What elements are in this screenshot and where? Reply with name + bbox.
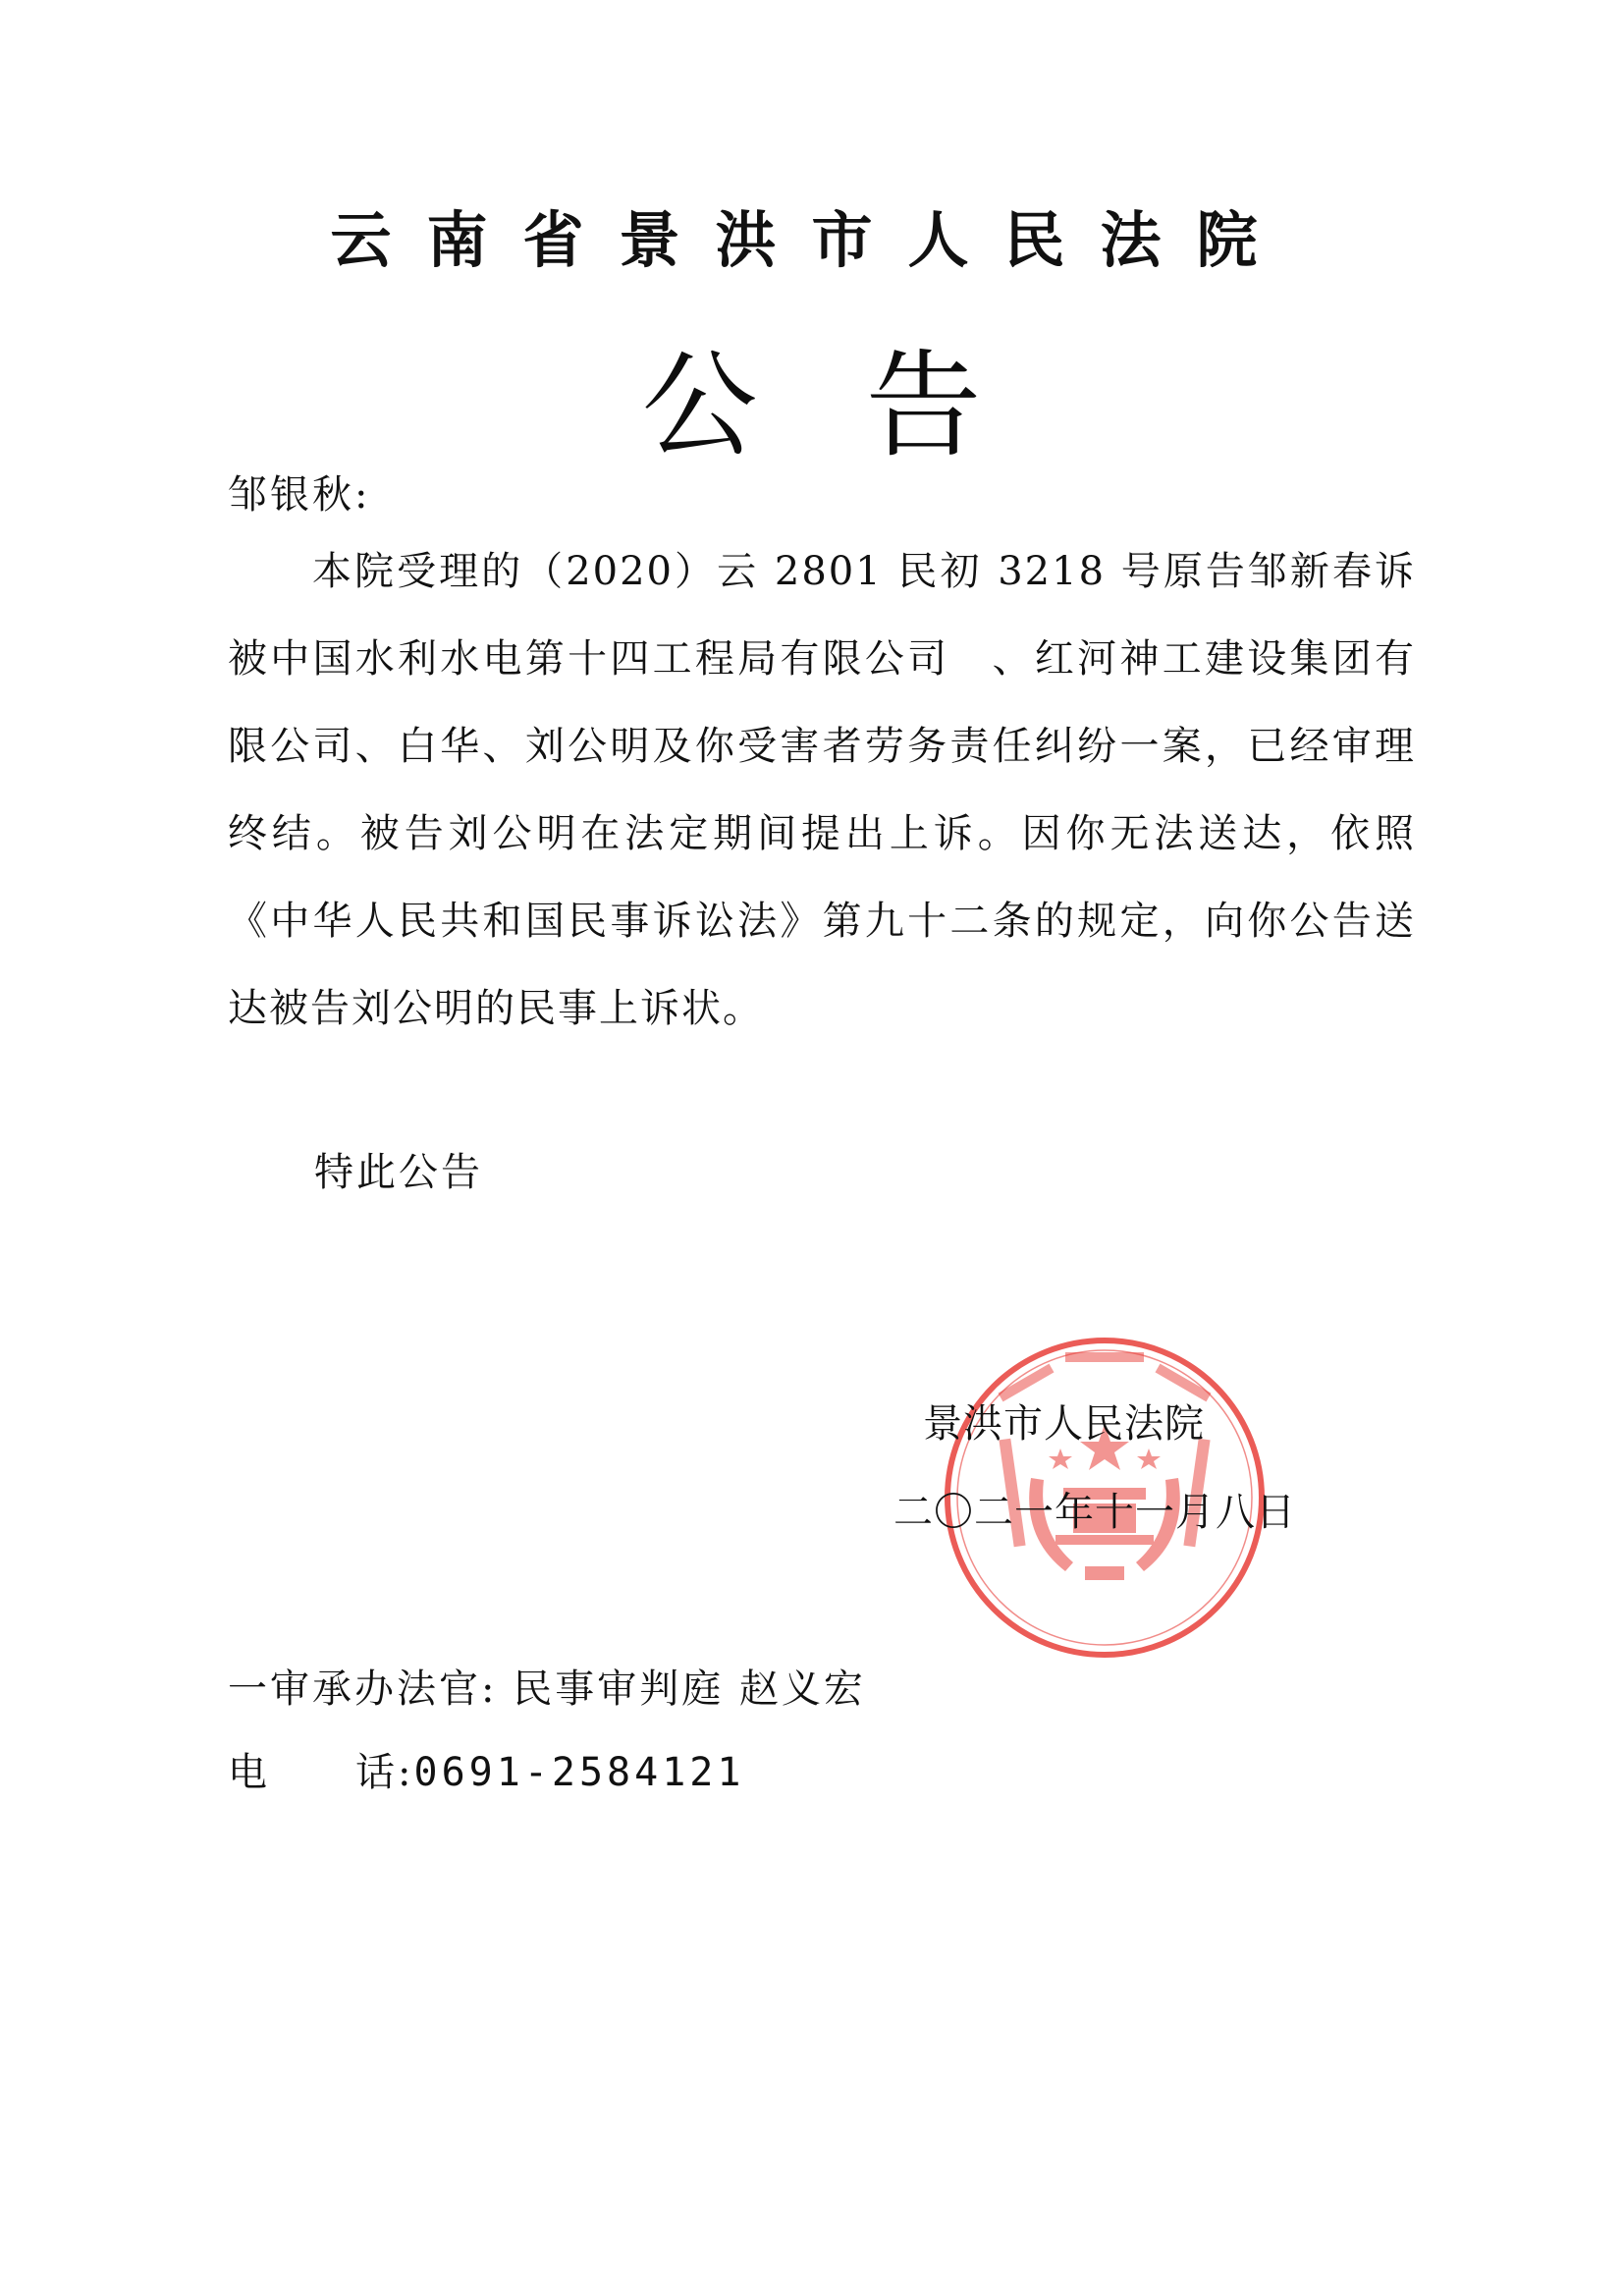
- judge-label: 一审承办法官:: [228, 1667, 498, 1712]
- notice-body: 本院受理的（2020）云 2801 民初 3218 号原告邹新春诉被中国水利水电第十四工程局有限公司 、红河神工建设集团有限公司、白华、刘公明及你受害者劳务责任纠纷一案，已经审理终结。被告刘公明在法定期间提出上诉。因你无法送达，依照《中华人民共和国民事诉讼法》第九十二条的规定，向你公告送达被告刘公明的民事上诉状。: [228, 549, 1416, 1031]
- closing-phrase: 特此公告: [314, 1150, 483, 1195]
- notice-title: 公告: [641, 338, 1090, 473]
- addressee: 邹银秋:: [228, 472, 371, 518]
- phone-line: [228, 1741, 744, 1797]
- judge-dept: 民事审判庭: [513, 1667, 725, 1712]
- signature-date: 二〇二一年十一月八日: [893, 1490, 1296, 1535]
- signature-court: 景洪市人民法院: [923, 1401, 1205, 1447]
- phone-number: 0691-2584121: [413, 1750, 745, 1795]
- phone-label-first: 电: [228, 1750, 267, 1795]
- court-name-heading: 云南省景洪市人民法院: [330, 204, 1293, 276]
- judge-line: [228, 1658, 866, 1714]
- judge-name: 赵义宏: [738, 1667, 866, 1712]
- phone-label-second: 话:: [355, 1750, 414, 1795]
